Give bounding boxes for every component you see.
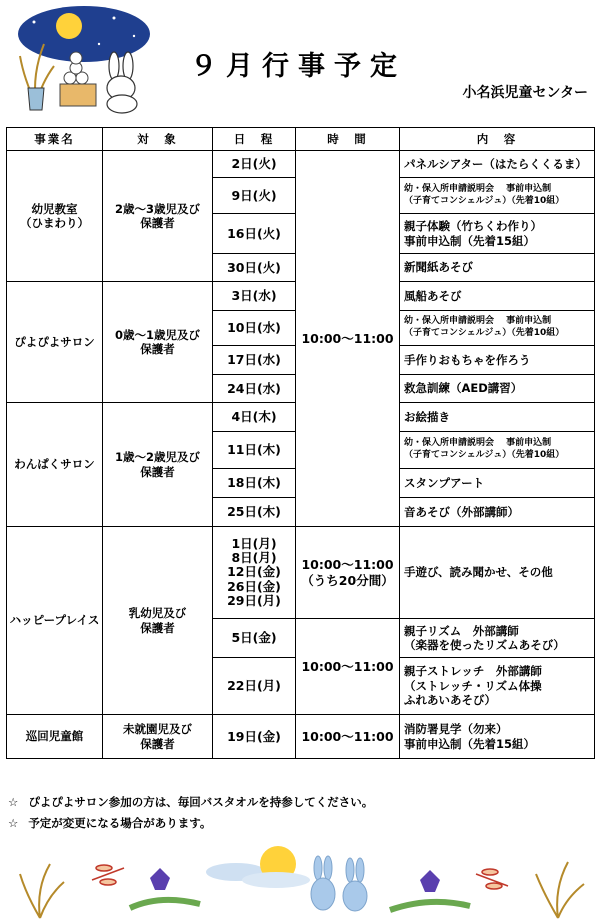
star-icon: ☆ <box>8 795 19 809</box>
schedule-date: 18日(木) <box>213 469 296 498</box>
program-target: 未就園児及び 保護者 <box>103 715 213 759</box>
schedule-date: 11日(木) <box>213 432 296 469</box>
column-header-content: 内 容 <box>400 128 595 151</box>
activity-content: 手遊び、読み聞かせ、その他 <box>400 527 595 619</box>
schedule-dates: 1日(月) 8日(月) 12日(金) 26日(金) 29日(月) <box>213 527 296 619</box>
schedule-date: 10日(水) <box>213 311 296 346</box>
moon-icon <box>56 13 82 39</box>
rabbit-icon <box>107 52 137 113</box>
schedule-date: 25日(木) <box>213 498 296 527</box>
session-time: 10:00～11:00 <box>296 151 400 527</box>
activity-content: パネルシアター（はたらくくるま） <box>400 151 595 178</box>
note-item: ☆ 予定が変更になる場合があります。 <box>8 816 212 830</box>
table-row <box>7 527 595 619</box>
dragonfly-icon <box>92 865 124 885</box>
bellflower-icon <box>390 870 470 910</box>
schedule-date: 19日(金) <box>213 715 296 759</box>
activity-content: スタンプアート <box>400 469 595 498</box>
activity-content: 親子リズム 外部講師 （楽器を使ったリズムあそび） <box>400 619 595 658</box>
program-name: 幼児教室 （ひまわり） <box>7 151 103 282</box>
dragonfly-icon <box>476 869 508 889</box>
moon-viewing-illustration <box>14 4 154 114</box>
activity-content: 幼・保入所申請説明会 事前申込制 （子育てコンシェルジュ）（先着10組） <box>400 311 595 346</box>
program-target: 2歳～3歳児及び 保護者 <box>103 151 213 282</box>
activity-content: 親子体験（竹ちくわ作り） 事前申込制（先着15組） <box>400 214 595 254</box>
program-target: 乳幼児及び 保護者 <box>103 527 213 715</box>
schedule-date: 24日(水) <box>213 375 296 403</box>
table-header-row <box>7 128 595 151</box>
activity-content: 手作りおもちゃを作ろう <box>400 346 595 375</box>
program-name: 巡回児童館 <box>7 715 103 759</box>
program-name: ぴよぴよサロン <box>7 282 103 403</box>
schedule-date: 30日(火) <box>213 254 296 282</box>
program-name: ハッピープレイス <box>7 527 103 715</box>
activity-content: 親子ストレッチ 外部講師 （ストレッチ・リズム体操 ふれあいあそび） <box>400 658 595 715</box>
pampas-grass-icon <box>536 862 584 918</box>
notes <box>8 792 373 834</box>
moon-icon <box>206 846 310 888</box>
autumn-decoration-border <box>0 838 600 920</box>
schedule-date: 5日(金) <box>213 619 296 658</box>
activity-content: 音あそび（外部講師） <box>400 498 595 527</box>
bellflower-icon <box>130 868 200 908</box>
organization-name: 小名浜児童センター <box>462 85 588 101</box>
activity-content: 消防署見学（勿来） 事前申込制（先着15組） <box>400 715 595 759</box>
session-time: 10:00～11:00 <box>296 715 400 759</box>
schedule-date: 17日(水) <box>213 346 296 375</box>
schedule-date: 2日(火) <box>213 151 296 178</box>
schedule-date: 3日(水) <box>213 282 296 311</box>
activity-content: 風船あそび <box>400 282 595 311</box>
activity-content: お絵描き <box>400 403 595 432</box>
rabbit-icon <box>311 856 367 911</box>
schedule-table <box>6 127 595 759</box>
column-header-target: 対 象 <box>103 128 213 151</box>
session-time: 10:00～11:00 <box>296 619 400 715</box>
schedule-date: 16日(火) <box>213 214 296 254</box>
table-row <box>7 151 595 178</box>
table-row <box>7 715 595 759</box>
column-header-program: 事業名 <box>7 128 103 151</box>
activity-content: 救急訓練（AED講習） <box>400 375 595 403</box>
schedule-date: 22日(月) <box>213 658 296 715</box>
activity-content: 新聞紙あそび <box>400 254 595 282</box>
session-time: 10:00～11:00 （うち20分間） <box>296 527 400 619</box>
star-icon: ☆ <box>8 816 19 830</box>
column-header-time: 時 間 <box>296 128 400 151</box>
program-target: 1歳～2歳児及び 保護者 <box>103 403 213 527</box>
program-name: わんぱくサロン <box>7 403 103 527</box>
column-header-date: 日 程 <box>213 128 296 151</box>
page-title: ９月行事予定 <box>190 51 406 82</box>
pampas-grass-icon <box>20 864 64 918</box>
vase-icon <box>28 88 44 110</box>
schedule-date: 9日(火) <box>213 178 296 214</box>
activity-content: 幼・保入所申請説明会 事前申込制 （子育てコンシェルジュ）（先着10組） <box>400 178 595 214</box>
schedule-date: 4日(木) <box>213 403 296 432</box>
activity-content: 幼・保入所申請説明会 事前申込制 （子育てコンシェルジュ）（先着10組） <box>400 432 595 469</box>
program-target: 0歳～1歳児及び 保護者 <box>103 282 213 403</box>
note-item: ☆ ぴよぴよサロン参加の方は、毎回バスタオルを持参してください。 <box>8 795 374 809</box>
